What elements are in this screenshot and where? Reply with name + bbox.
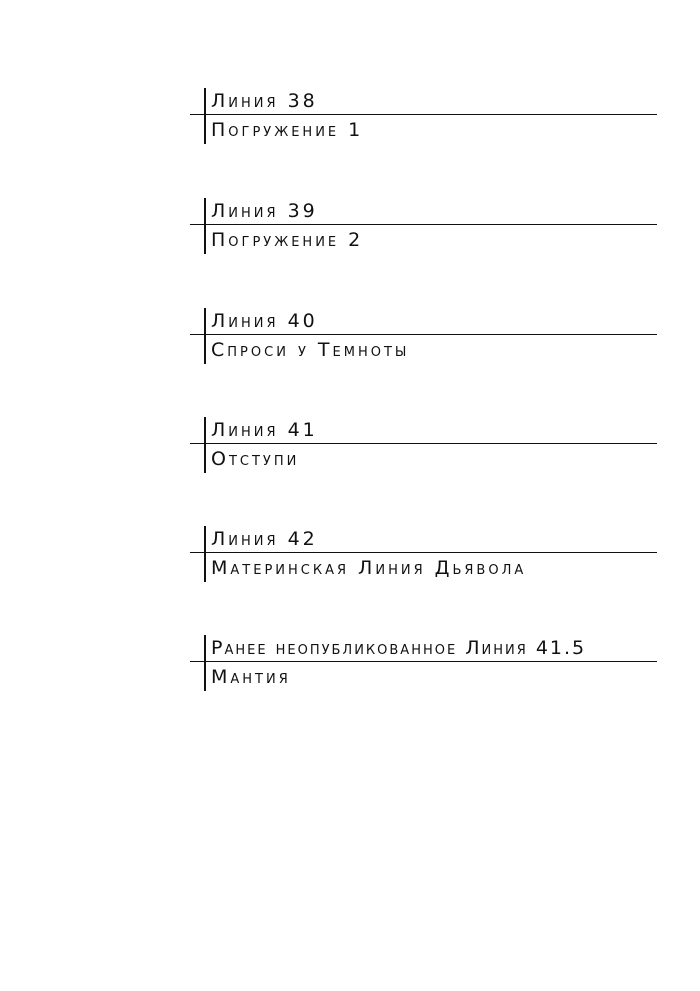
chapter-title: Погружение 1 — [211, 119, 364, 141]
chapter-title: Мантия — [211, 666, 291, 688]
entry-vertical-rule — [204, 88, 206, 144]
toc-entry — [190, 88, 657, 148]
entry-vertical-rule — [204, 308, 206, 364]
chapter-title: Отступи — [211, 448, 300, 470]
line-label: Ранее неопубликованное Линия 41.5 — [211, 637, 587, 659]
chapter-title: Материнская Линия Дьявола — [211, 557, 527, 579]
line-label: Линия 41 — [211, 419, 318, 441]
chapter-title: Погружение 2 — [211, 229, 364, 251]
line-label: Линия 38 — [211, 90, 318, 112]
entry-vertical-rule — [204, 198, 206, 254]
entry-vertical-rule — [204, 417, 206, 473]
toc-entry — [190, 417, 657, 477]
toc-entry — [190, 635, 657, 695]
entry-horizontal-rule — [190, 661, 657, 662]
entry-horizontal-rule — [190, 224, 657, 225]
line-label: Линия 40 — [211, 310, 318, 332]
toc-entry — [190, 198, 657, 258]
toc-entry — [190, 526, 657, 586]
entry-vertical-rule — [204, 635, 206, 691]
entry-horizontal-rule — [190, 114, 657, 115]
entry-horizontal-rule — [190, 552, 657, 553]
line-label: Линия 39 — [211, 200, 318, 222]
entry-horizontal-rule — [190, 334, 657, 335]
entry-horizontal-rule — [190, 443, 657, 444]
chapter-title: Спроси у Темноты — [211, 339, 410, 361]
toc-entry — [190, 308, 657, 368]
line-label: Линия 42 — [211, 528, 318, 550]
entry-vertical-rule — [204, 526, 206, 582]
